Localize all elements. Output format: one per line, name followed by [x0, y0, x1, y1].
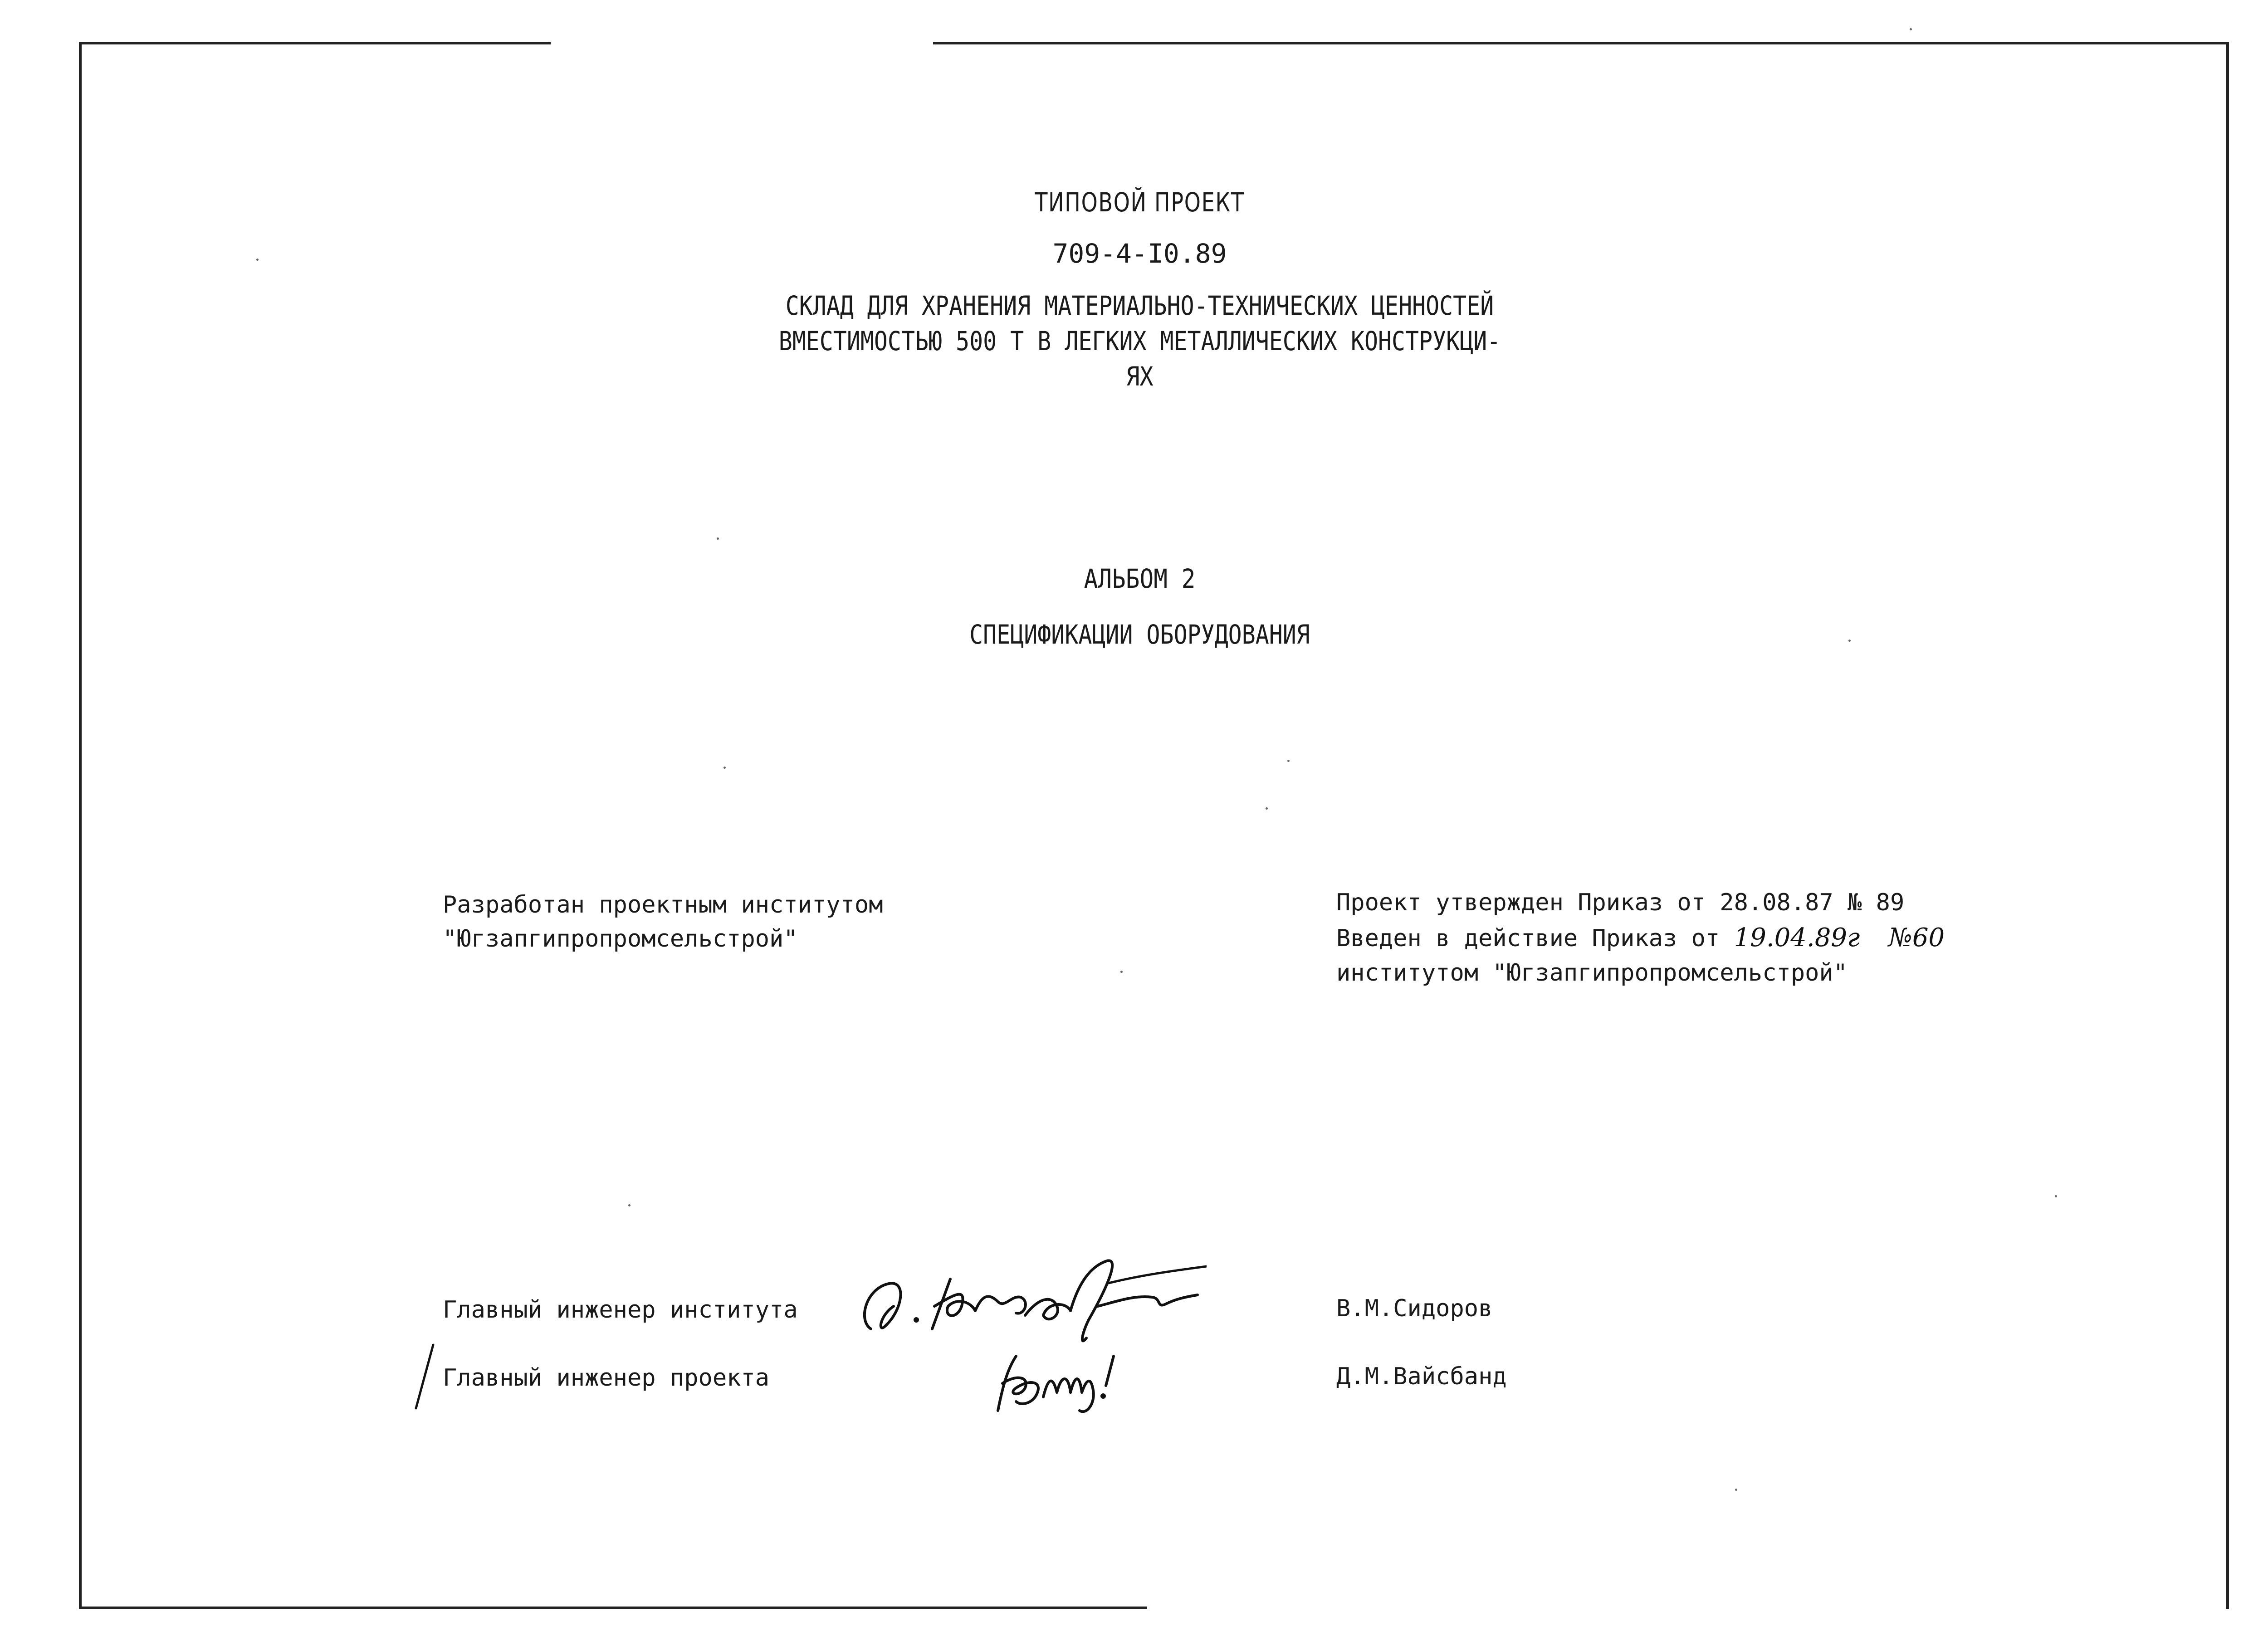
- document-type: ТИПОВОЙ ПРОЕКТ: [1035, 187, 1245, 218]
- signature-chief-engineer-institute: [853, 1252, 1207, 1352]
- album-subject: СПЕЦИФИКАЦИИ ОБОРУДОВАНИЯ: [969, 619, 1310, 650]
- approval-order: Проект утвержден Приказ от 28.08.87 № 89: [1336, 889, 1905, 916]
- frame-bottom-line: [79, 1607, 1147, 1609]
- frame-top-right-line: [933, 42, 2229, 44]
- enactment-date-handwritten: 19.04.89г: [1734, 923, 1860, 952]
- chief-engineer-project-label: Главный инженер проекта: [443, 1364, 770, 1392]
- enactment-prefix: Введен в действие Приказ от: [1336, 925, 1734, 952]
- chief-engineer-project-name: Д.М.Вайсбанд: [1336, 1363, 1507, 1390]
- scan-speck: [1287, 760, 1290, 762]
- enactment-order: [1336, 923, 1945, 952]
- project-name-line: ЯХ: [1126, 361, 1154, 392]
- project-name-line: ВМЕСТИМОСТЬЮ 500 Т В ЛЕГКИХ МЕТАЛЛИЧЕСКИХ КОНСТРУКЦИ-: [778, 326, 1501, 357]
- scan-speck: [1735, 1489, 1737, 1491]
- scan-speck: [1266, 807, 1268, 810]
- project-code: 709-4-I0.89: [1052, 238, 1227, 269]
- enactment-number-handwritten: №60: [1888, 923, 1945, 952]
- chief-engineer-institute-label: Главный инженер института: [443, 1296, 798, 1323]
- signature-chief-engineer-project: [989, 1343, 1143, 1420]
- developer-institute: "Югзапгипропромсельстрой": [443, 925, 798, 952]
- developer-line: Разработан проектным институтом: [443, 891, 883, 918]
- scan-speck: [717, 537, 719, 540]
- scan-speck: [1120, 971, 1123, 973]
- frame-right-line: [2226, 42, 2229, 1609]
- scan-speck: [628, 1204, 631, 1206]
- project-name-line: СКЛАД ДЛЯ ХРАНЕНИЯ МАТЕРИАЛЬНО-ТЕХНИЧЕСКИХ ЦЕННОСТЕЙ: [785, 290, 1494, 321]
- frame-left-line: [79, 42, 82, 1609]
- scan-speck: [1848, 640, 1851, 642]
- album-number: АЛЬБОМ 2: [1084, 563, 1196, 594]
- scan-speck: [256, 259, 259, 261]
- handwritten-tick-mark: [411, 1343, 438, 1411]
- scan-speck: [723, 767, 726, 769]
- scan-speck: [2055, 1195, 2057, 1197]
- chief-engineer-institute-name: В.М.Сидоров: [1336, 1295, 1493, 1322]
- approving-institute: институтом "Югзапгипропромсельстрой": [1336, 959, 1848, 986]
- frame-top-left-line: [79, 42, 551, 44]
- scan-speck: [1910, 28, 1912, 30]
